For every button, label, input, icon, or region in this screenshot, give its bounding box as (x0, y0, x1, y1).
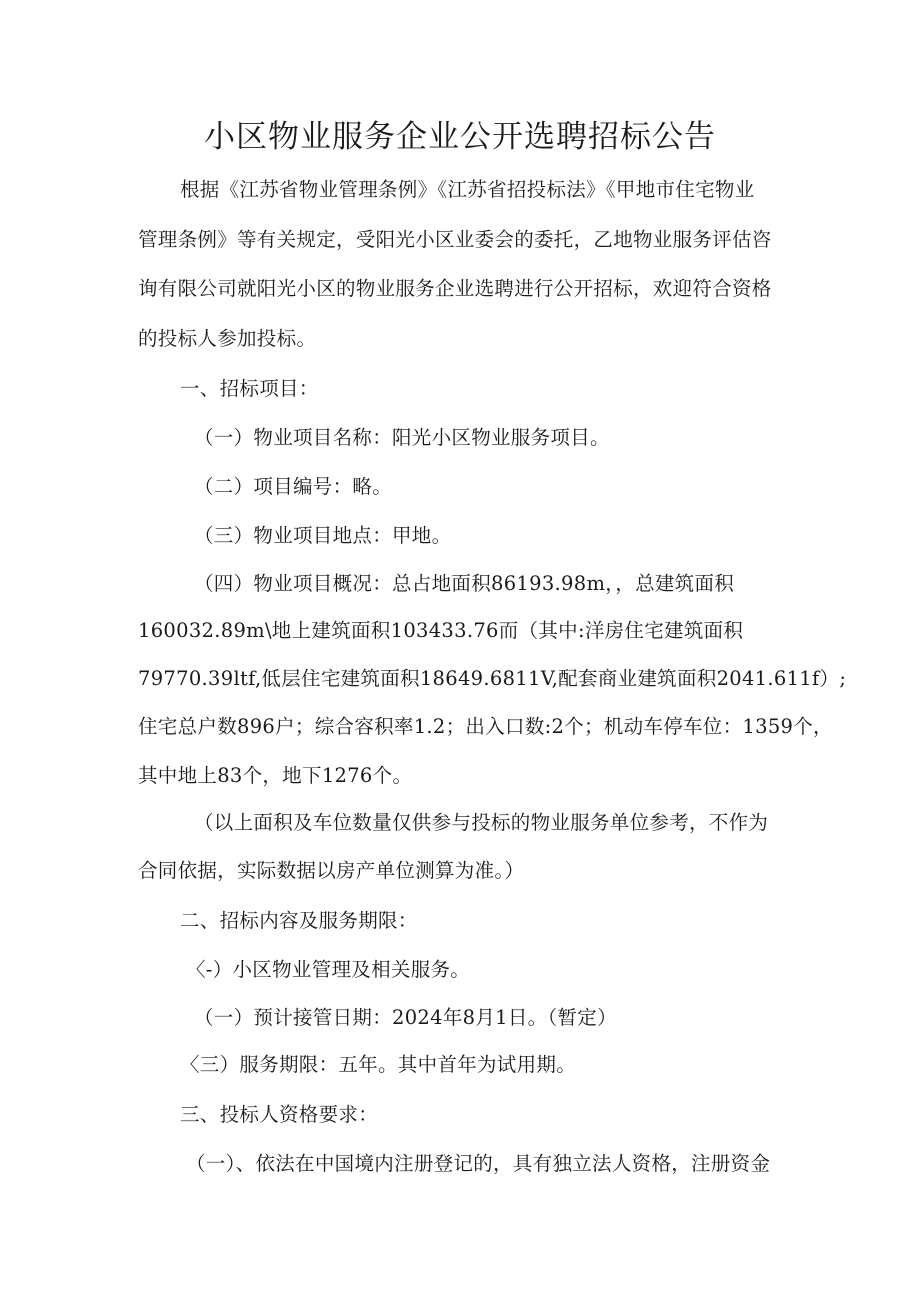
paragraph-line: 的投标人参加投标。 (138, 327, 317, 350)
paragraph-line: 160032.89m\地上建筑面积103433.76而（其中:洋房住宅建筑面积 (138, 619, 744, 642)
document-title: 小区物业服务企业公开选聘招标公告 (204, 119, 716, 155)
paragraph-line: 〈-）小区物业管理及相关服务。 (186, 958, 471, 981)
paragraph-line: （二）项目编号：略。 (194, 475, 393, 498)
paragraph-line: 其中地上83个，地下1276个。 (138, 764, 413, 787)
paragraph-line: 管理条例》等有关规定，受阳光小区业委会的委托，乙地物业服务评估咨 (138, 228, 772, 251)
section-heading: 三、投标人资格要求： (180, 1103, 379, 1126)
section-heading: 一、招标项目： (180, 377, 319, 400)
paragraph-line: （一）、依法在中国境内注册登记的，具有独立法人资格，注册资金 (186, 1152, 771, 1175)
paragraph-line: （一）预计接管日期：2024年8月1日。（暂定） (194, 1006, 617, 1029)
paragraph-line: （三）物业项目地点：甲地。 (194, 524, 452, 547)
paragraph-line: （一）物业项目名称：阳光小区物业服务项目。 (194, 426, 610, 449)
paragraph-line: 〈三）服务期限：五年。其中首年为试用期。 (180, 1053, 577, 1076)
section-heading: 二、招标内容及服务期限： (180, 909, 418, 932)
paragraph-line: 根据《江苏省物业管理条例》《江苏省招投标法》《甲地市住宅物业 (180, 178, 755, 201)
paragraph-line: 询有限公司就阳光小区的物业服务企业选聘进行公开招标，欢迎符合资格 (138, 277, 772, 300)
paragraph-line: 住宅总户数896户；综合容积率1.2；出入口数:2个；机动车停车位：1359个， (138, 715, 833, 738)
paragraph-line: 合同依据，实际数据以房产单位测算为准。） (138, 859, 525, 882)
paragraph-line: （四）物业项目概况：总占地面积86193.98m，，总建筑面积 (194, 572, 735, 595)
paragraph-line: 79770.39ltf,低层住宅建筑面积18649.6811V,配套商业建筑面积2041.611f）; (138, 667, 847, 690)
paragraph-line: （以上面积及车位数量仅供参与投标的物业服务单位参考，不作为 (194, 811, 769, 834)
